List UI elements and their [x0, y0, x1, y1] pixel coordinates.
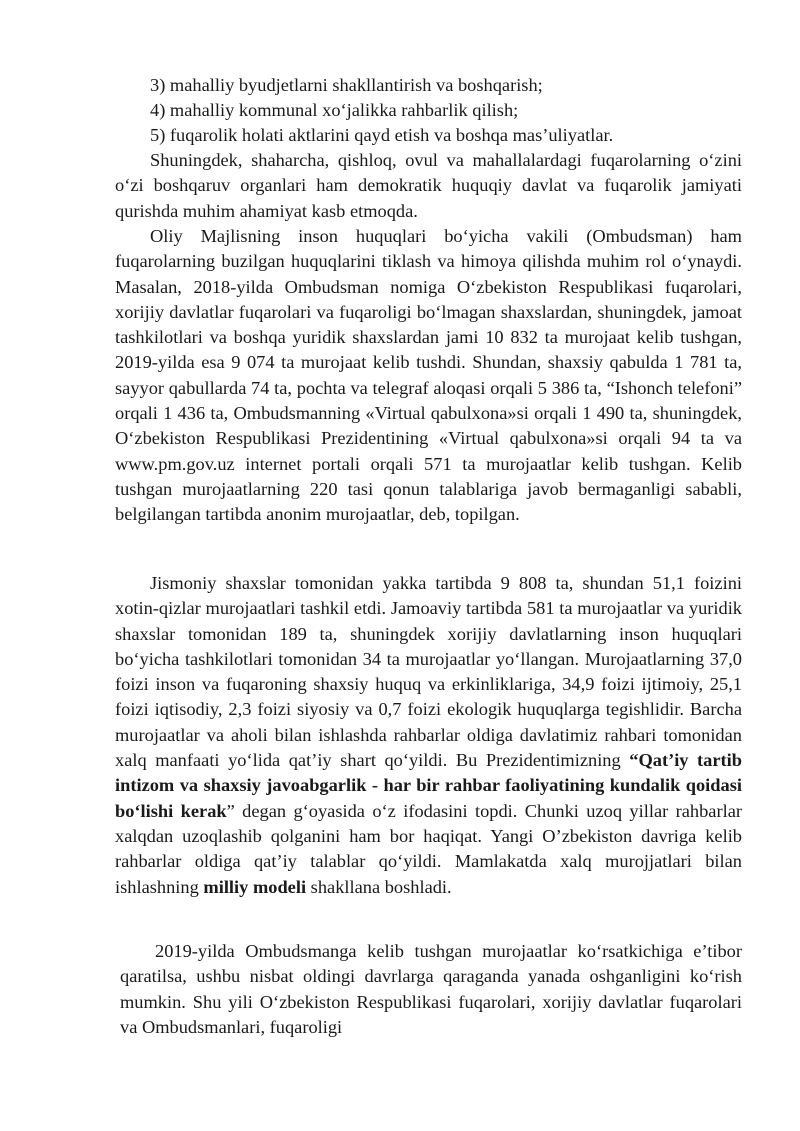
- paragraph-2019-appeals: 2019-yilda Ombudsmanga kelib tushgan murojaatlar ko‘rsatkichiga e’tibor qaratilsa, ushbu nisbat oldingi davrlarga qaraganda yanada oshganligini ko‘rish mumkin. Shu yili O‘zbekiston Respublikasi fuqarolari, xorijiy davlatlar fuqarolari va Ombudsmanlari, fuqaroligi: [120, 941, 742, 1037]
- paragraph-individual-appeals: [115, 571, 742, 900]
- individual-text-middle: ” degan g‘oyasida o‘z ifodasini topdi. Chunki uzoq yillar rahbarlar xalqdan uzoqlashib qolganini ham bor haqiqat. Yangi O’zbekiston davriga kelib rahbarlar oldiga qat’iy talablar qo‘yildi. Mamlakatda xalq murojjatlari bilan ishlashning: [115, 800, 742, 897]
- paragraph-ombudsman: Oliy Majlisning inson huquqlari bo‘yicha vakili (Ombudsman) ham fuqarolarning buzilgan huquqlarini tiklash va himoya qilishda muhim rol o‘ynaydi. Masalan, 2018-yilda Ombudsman nomiga O‘zbekiston Respublikasi fuqarolari, xorijiy davlatlar fuqarolari va fuqaroligi bo‘lmagan shaxslardan, shuningdek, jamoat tashkilotlari va boshqa yuridik shaxslardan jami 10 832 ta murojaat kelib tushgan, 2019-yilda esa 9 074 ta murojaat kelib tushdi. Shundan, shaxsiy qabulda 1 781 ta, sayyor qabullarda 74 ta, pochta va telegraf aloqasi orqali 5 386 ta, “Ishonch telefoni” orqali 1 436 ta, Ombudsmanning «Virtual qabulxona»si orqali 1 490 ta, shuningdek, O‘zbekiston Respublikasi Prezidentining «Virtual qabulxona»si orqali 94 ta va www.pm.gov.uz internet portali orqali 571 ta murojaatlar kelib tushgan. Kelib tushgan murojaatlarning 220 tasi qonun talablariga javob bermaganligi sababli, belgilangan tartibda anonim murojaatlar, deb, topilgan.: [115, 226, 742, 525]
- individual-text-end: shakllana boshladi.: [306, 876, 452, 897]
- bold-national-model: milliy modeli: [203, 876, 307, 897]
- list-item-3: 3) mahalliy byudjetlarni shakllantirish va boshqarish;: [150, 75, 543, 95]
- paragraph-self-government: Shuningdek, shaharcha, qishloq, ovul va mahallalardagi fuqarolarning o‘zini o‘zi boshqaruv organlari ham demokratik huquqiy davlat va fuqarolik jamiyati qurishda muhim ahamiyat kasb etmoqda.: [115, 150, 742, 221]
- list-item-5: 5) fuqarolik holati aktlarini qayd etish va boshqa mas’uliyatlar.: [150, 125, 614, 145]
- list-item-4: 4) mahalliy kommunal xo‘jalikka rahbarlik qilish;: [150, 100, 519, 120]
- individual-text-start: Jismoniy shaxslar tomonidan yakka tartibda 9 808 ta, shundan 51,1 foizini xotin-qizlar murojaatlari tashkil etdi. Jamoaviy tartibda 581 ta murojaatlar va yuridik shaxslar tomonidan 189 ta, shuningdek xorijiy davlatlarning inson huquqlari bo‘yicha tashkilotlari tomonidan 34 ta murojaatlar yo‘llangan. Murojaatlarning 37,0 foizi inson va fuqaroning shaxsiy huquq va erkinliklariga, 34,9 foizi ijtimoiy, 25,1 foizi iqtisodiy, 2,3 foizi siyosiy va 0,7 foizi ekologik huquqlarga tegishlidir. Barcha murojaatlar va aholi bilan ishlashda rahbarlar oldiga davlatimiz rahbari tomonidan xalq manfaati yo‘lida qat’iy shart qo‘yildi. Bu Prezidentimizning: [115, 573, 742, 771]
- bold-quote: “Qat’iy tartib intizom va shaxsiy javoabgarlik - har bir rahbar faoliyatining kundalik qoidasi bo‘lishi kerak: [115, 750, 742, 821]
